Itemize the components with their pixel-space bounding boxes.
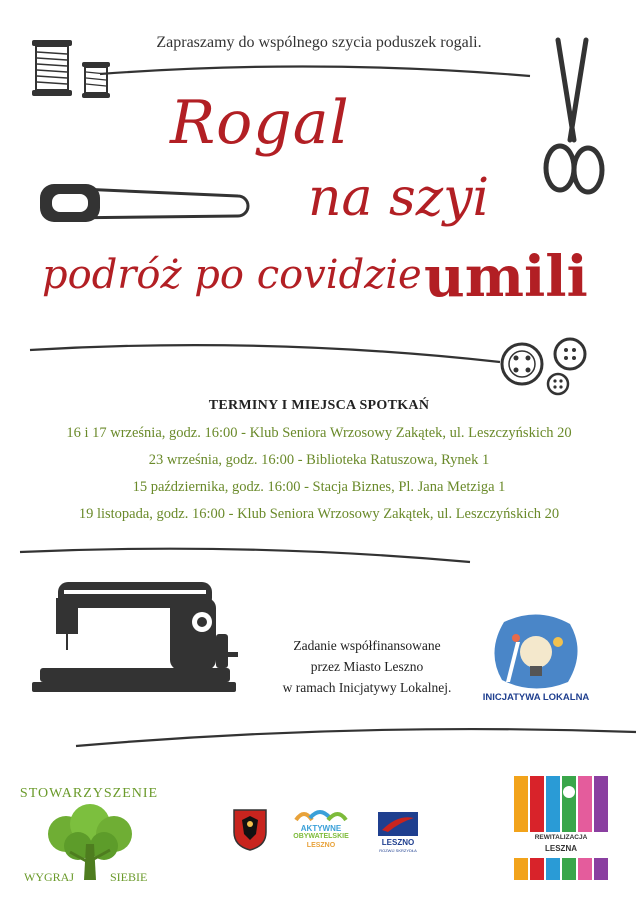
sewing-machine-icon: [30, 578, 250, 698]
title-line-2: na szyi: [308, 168, 490, 228]
rewitalizacja-line-1: REWITALIZACJA: [534, 834, 588, 841]
aktywne-line-1: AKTYWNE: [300, 824, 342, 833]
association-logo: [14, 780, 164, 888]
rewitalizacja-bars-icon: [514, 776, 608, 880]
divider-line-bottom: [76, 726, 636, 750]
leszno-logo-text: LESZNO: [381, 838, 415, 847]
aktywne-line-2: OBYWATELSKIE: [293, 833, 349, 840]
title-line-1: Rogal: [170, 88, 350, 158]
divider-line-middle: [30, 344, 500, 368]
title-line-3-accent: umili: [424, 244, 588, 310]
meeting-item-2: 23 września, godz. 16:00 - Biblioteka Ratuszowa, Rynek 1: [148, 452, 490, 468]
funding-line-1: Zadanie współfinansowane: [293, 638, 441, 653]
leszno-coat-of-arms-icon: [232, 808, 268, 852]
initiative-illustration-icon: [486, 612, 586, 692]
association-top-text: STOWARZYSZENIE: [19, 786, 159, 801]
meeting-item-4: 19 listopada, godz. 16:00 - Klub Seniora Wrzosowy Zakątek, ul. Leszczyńskich 20: [78, 506, 560, 522]
meetings-section-title: TERMINY I MIEJSCA SPOTKAŃ: [208, 398, 430, 413]
divider-line-lower: [20, 548, 470, 568]
meeting-item-1: 16 i 17 września, godz. 16:00 - Klub Seniora Wrzosowy Zakątek, ul. Leszczyńskich 20: [66, 425, 572, 441]
initiative-logo-text: INICJATYWA LOKALNA: [482, 692, 590, 703]
aktywne-figures-icon: [288, 806, 354, 826]
funding-line-2: przez Miasto Leszno: [310, 659, 424, 674]
aktywne-line-3: LESZNO: [306, 842, 336, 849]
leszno-wings-icon: [378, 812, 418, 836]
leszno-logo: [378, 812, 418, 856]
safety-pin-icon: [38, 178, 250, 228]
leszno-logo-subtext: ROZWIJ SKRZYDŁA: [379, 848, 417, 853]
rewitalizacja-line-2: LESZNA: [545, 844, 577, 853]
funding-info: [262, 635, 472, 698]
sewing-buttons-icon: [498, 336, 598, 396]
association-bottom-left-text: WYGRAJ: [24, 870, 74, 884]
association-bottom-right-text: SIEBIE: [110, 870, 148, 884]
title-line-3: podróż po covidzie: [42, 252, 422, 298]
rewitalizacja-logo: [514, 776, 608, 880]
aktywne-logo: [288, 806, 354, 858]
intro-text: Zapraszamy do wspólnego szycia poduszek rogali.: [156, 34, 482, 51]
divider-line-top: [100, 60, 530, 80]
scissors-icon: [538, 40, 608, 200]
initiative-logo: [482, 612, 590, 712]
meeting-item-3: 15 października, godz. 16:00 - Stacja Biznes, Pl. Jana Metziga 1: [132, 479, 506, 495]
funding-line-3: w ramach Inicjatywy Lokalnej.: [282, 680, 452, 695]
